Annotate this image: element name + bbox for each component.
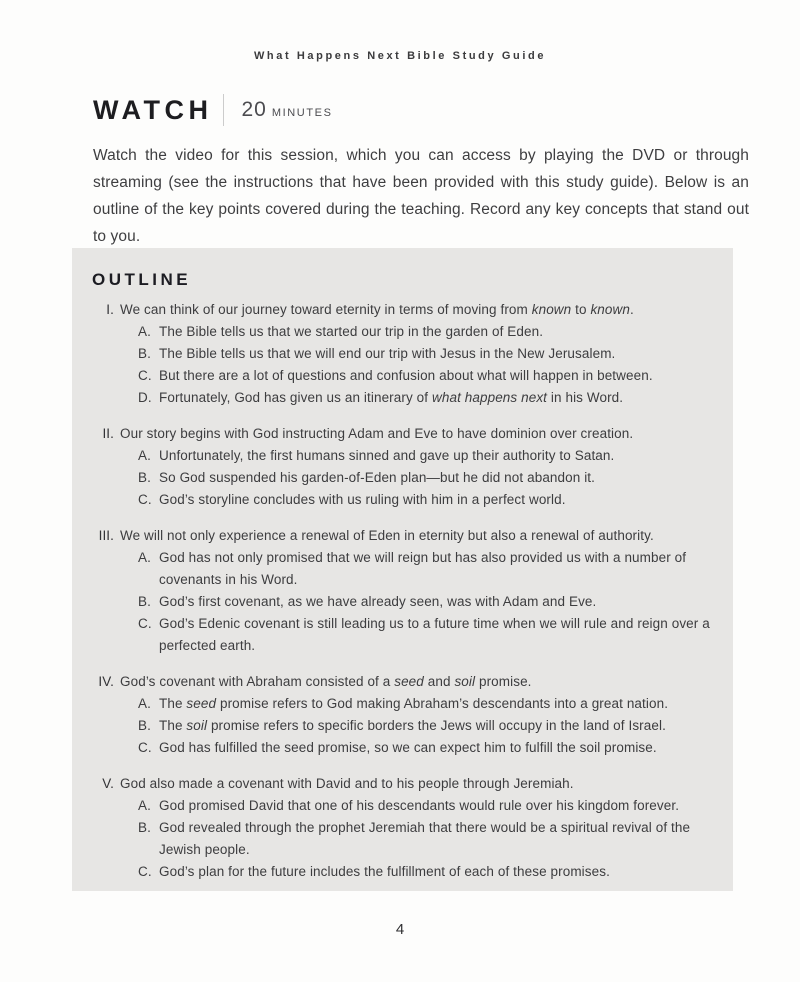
- outline-sub-point: [138, 817, 725, 861]
- outline-section: [92, 525, 725, 657]
- outline-sub-text: The seed promise refers to God making Abraham’s descendants into a great nation.: [159, 696, 669, 711]
- watch-duration: [241, 98, 332, 122]
- outline-list: [92, 299, 725, 883]
- outline-sub-letter: A.: [138, 696, 151, 711]
- outline-sub-point: [138, 715, 725, 737]
- outline-main-point: [92, 423, 725, 445]
- outline-main-point: [92, 773, 725, 795]
- page-number: 4: [395, 921, 405, 938]
- outline-sub-letter: B.: [138, 718, 151, 733]
- outline-sub-text: God’s Edenic covenant is still leading us to a future time when we will rule and reign over a perfected earth.: [159, 616, 710, 653]
- outline-main-text: We will not only experience a renewal of Eden in eternity but also a renewal of authority.: [120, 528, 654, 543]
- outline-heading: OUTLINE: [92, 270, 192, 289]
- watch-title: WATCH: [93, 94, 213, 125]
- outline-main-point: [92, 525, 725, 547]
- outline-sub-point: [138, 861, 725, 883]
- outline-sub-point: [138, 489, 725, 511]
- outline-sub-text: God has fulfilled the seed promise, so we can expect him to fulfill the soil promise.: [159, 740, 657, 755]
- outline-sub-text: God’s storyline concludes with us ruling with him in a perfect world.: [159, 492, 566, 507]
- outline-sub-text: God revealed through the prophet Jeremiah that there would be a spiritual revival of the Jewish people.: [159, 820, 691, 857]
- outline-sub-point: [138, 613, 725, 657]
- outline-sub-letter: C.: [138, 616, 152, 631]
- outline-sub-text: God’s first covenant, as we have already seen, was with Adam and Eve.: [159, 594, 597, 609]
- vertical-divider: [223, 94, 224, 126]
- outline-sub-letter: D.: [138, 390, 152, 405]
- outline-main-text: We can think of our journey toward eternity in terms of moving from known to known.: [120, 302, 634, 317]
- outline-sub-letter: A.: [138, 448, 151, 463]
- outline-sub-items: [92, 795, 725, 883]
- outline-sub-point: [138, 365, 725, 387]
- outline-sub-text: The Bible tells us that we will end our trip with Jesus in the New Jerusalem.: [159, 346, 616, 361]
- outline-sub-letter: B.: [138, 594, 151, 609]
- outline-sub-letter: C.: [138, 864, 152, 879]
- outline-sub-items: [92, 547, 725, 657]
- outline-numeral: V.: [102, 776, 114, 791]
- outline-box: [72, 248, 733, 891]
- outline-numeral: IV.: [98, 674, 114, 689]
- outline-sub-items: [92, 321, 725, 409]
- outline-main-text: God also made a covenant with David and to his people through Jeremiah.: [120, 776, 574, 791]
- outline-sub-letter: A.: [138, 798, 151, 813]
- outline-sub-letter: A.: [138, 324, 151, 339]
- outline-sub-text: God’s plan for the future includes the fulfillment of each of these promises.: [159, 864, 610, 879]
- outline-sub-letter: C.: [138, 492, 152, 507]
- outline-section: [92, 773, 725, 883]
- outline-sub-point: [138, 321, 725, 343]
- outline-sub-items: [92, 693, 725, 759]
- outline-sub-text: But there are a lot of questions and confusion about what will happen in between.: [159, 368, 653, 383]
- outline-main-point: [92, 671, 725, 693]
- outline-sub-text: So God suspended his garden-of-Eden plan—but he did not abandon it.: [159, 470, 596, 485]
- outline-sub-text: God promised David that one of his descendants would rule over his kingdom forever.: [159, 798, 680, 813]
- outline-sub-text: Fortunately, God has given us an itinerary of what happens next in his Word.: [159, 390, 624, 405]
- outline-sub-text: The Bible tells us that we started our trip in the garden of Eden.: [159, 324, 544, 339]
- outline-sub-point: [138, 387, 725, 409]
- intro-paragraph: Watch the video for this session, which you can access by playing the DVD or through streaming (see the instructions that have been provided with this study guide). Below is an outline of the key points covered during the teaching. Record any key concepts that stand out to you.: [93, 147, 749, 245]
- outline-sub-point: [138, 467, 725, 489]
- outline-sub-letter: A.: [138, 550, 151, 565]
- duration-unit: MINUTES: [271, 107, 333, 119]
- outline-numeral: III.: [98, 528, 114, 543]
- outline-sub-point: [138, 795, 725, 817]
- outline-sub-letter: C.: [138, 368, 152, 383]
- outline-sub-letter: B.: [138, 820, 151, 835]
- outline-sub-point: [138, 547, 725, 591]
- outline-sub-point: [138, 693, 725, 715]
- outline-main-text: God’s covenant with Abraham consisted of a seed and soil promise.: [120, 674, 532, 689]
- outline-sub-letter: B.: [138, 346, 151, 361]
- outline-sub-letter: B.: [138, 470, 151, 485]
- watch-section-header: [93, 94, 333, 126]
- duration-number: 20: [241, 98, 267, 121]
- outline-sub-text: The soil promise refers to specific borders the Jews will occupy in the land of Israel.: [159, 718, 666, 733]
- running-header: What Happens Next Bible Study Guide: [253, 50, 547, 62]
- outline-main-point: [92, 299, 725, 321]
- outline-section: [92, 299, 725, 409]
- outline-numeral: I.: [106, 302, 114, 317]
- outline-sub-text: Unfortunately, the first humans sinned and gave up their authority to Satan.: [159, 448, 615, 463]
- outline-sub-point: [138, 591, 725, 613]
- outline-sub-point: [138, 343, 725, 365]
- outline-sub-point: [138, 445, 725, 467]
- outline-sub-text: God has not only promised that we will reign but has also provided us with a number of covenants in his Word.: [159, 550, 687, 587]
- outline-section: [92, 671, 725, 759]
- outline-sub-items: [92, 445, 725, 511]
- outline-numeral: II.: [102, 426, 114, 441]
- outline-sub-letter: C.: [138, 740, 152, 755]
- outline-sub-point: [138, 737, 725, 759]
- outline-section: [92, 423, 725, 511]
- outline-main-text: Our story begins with God instructing Adam and Eve to have dominion over creation.: [120, 426, 634, 441]
